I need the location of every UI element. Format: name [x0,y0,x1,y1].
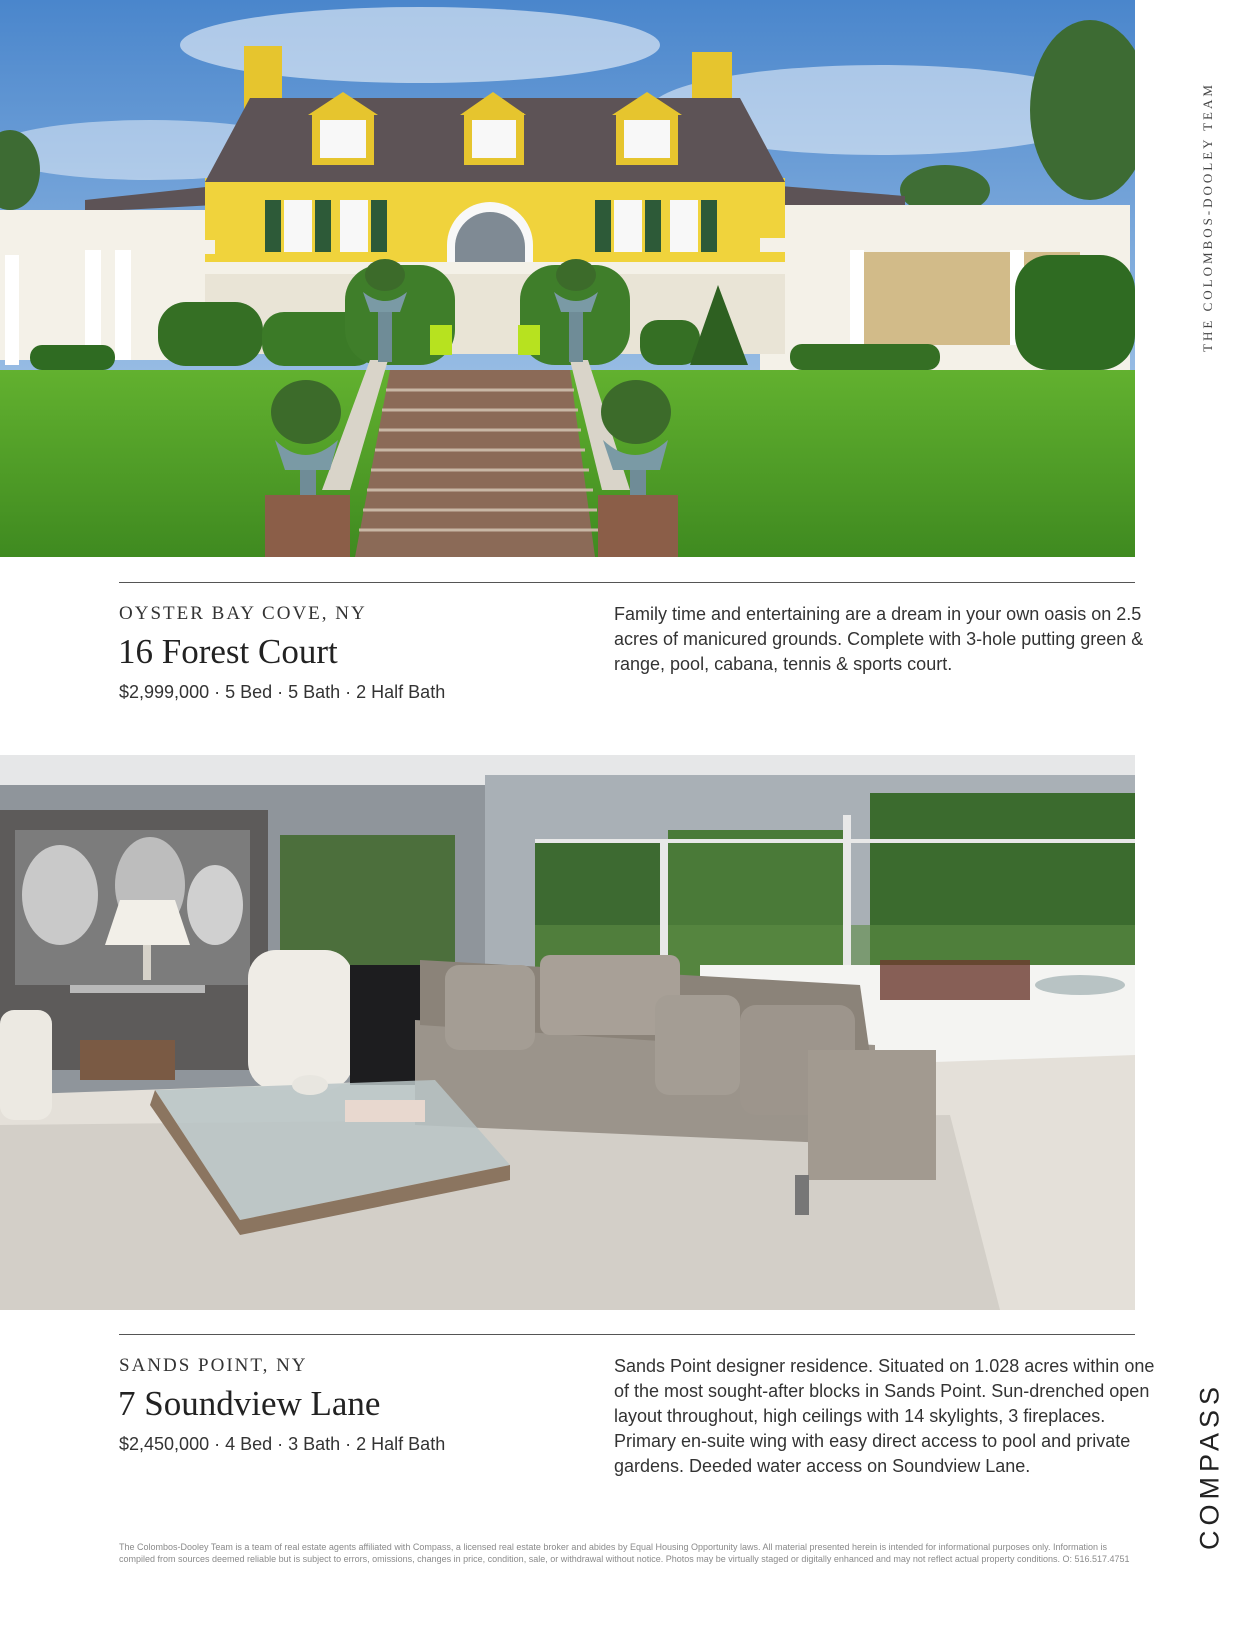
listing-location: OYSTER BAY COVE, NY [119,603,367,624]
house-exterior-photo [0,0,1135,557]
listing-specs: $2,999,000 · 5 Bed · 5 Bath · 2 Half Bath [119,682,446,702]
listing-description: Family time and entertaining are a dream in your own oasis on 2.5 acres of manicured grounds. Complete with 3-hole putting green & range, pool, cabana, tennis & sports court. [614,604,1144,674]
listing-location: SANDS POINT, NY [119,1355,308,1376]
living-room-photo [0,755,1135,1310]
footer-disclaimer: The Colombos-Dooley Team is a team of real estate agents affiliated with Compass, a licensed real estate broker and abides by Equal Housing Opportunity laws. All material presented herein is intended for informational purposes only. Information is compiled from sources deemed reliable but is subject to errors, omissions, changes in price, condition, sale, or withdrawal without notice. Photos may be virtually staged or digitally enhanced and may not reflect actual property conditions. O: 516.517.4751 [119,1542,1130,1564]
listing-specs: $2,450,000 · 4 Bed · 3 Bath · 2 Half Bath [119,1434,446,1454]
section-divider [119,582,1135,583]
compass-logo-text: COMPASS [1194,1381,1225,1551]
section-divider [119,1334,1135,1335]
listing-address: 7 Soundview Lane [118,1384,381,1423]
team-name-text: THE COLOMBOS-DOOLEY TEAM [1200,82,1215,352]
compass-logo [1193,1381,1227,1551]
listing-description: Sands Point designer residence. Situated on 1.028 acres within one of the most sought-after blocks in Sands Point. Sun-drenched open layout throughout, high ceilings with 14 skylights, 3 fireplaces. Primary en-suite wing with easy direct access to pool and private gardens. Deeded water access on Soundview Lane. [614,1356,1155,1476]
listing-address: 16 Forest Court [118,632,338,671]
team-name-vertical [1198,82,1218,352]
